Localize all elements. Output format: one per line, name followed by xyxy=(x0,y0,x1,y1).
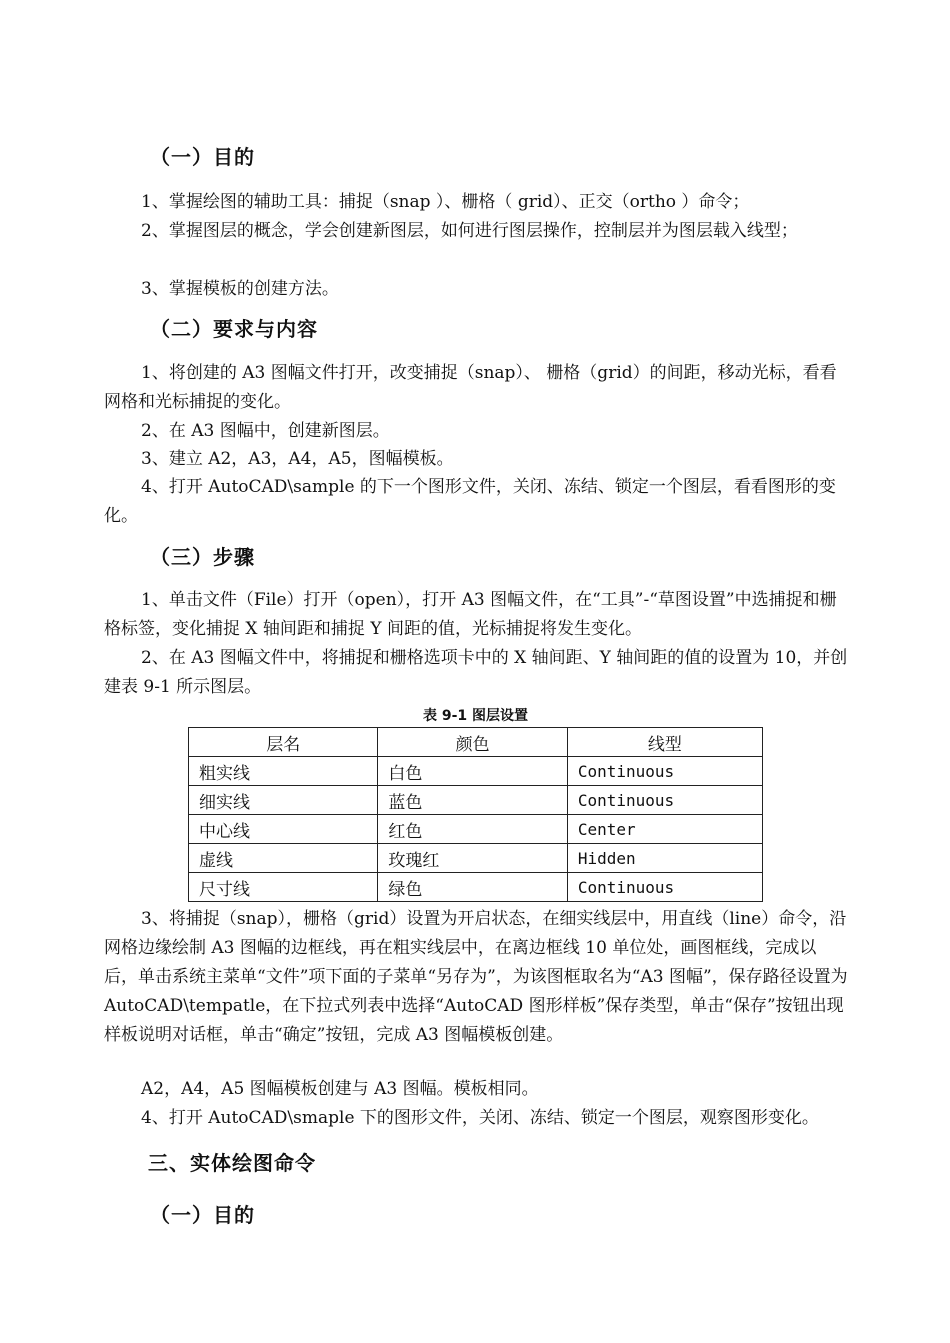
table-row xyxy=(189,786,763,815)
paragraph-item: 4、打开 AutoCAD\sample 的下一个图形文件，关闭、冻结、锁定一个图层，看看图形的变化。 xyxy=(104,477,836,526)
table-row xyxy=(189,873,763,902)
section-heading-requirements: （二）要求与内容 xyxy=(150,317,318,341)
paragraph-item: 1、单击文件（File）打开（open），打开 A3 图幅文件，在“工具”-“草图设置”中选捕捉和栅格标签，变化捕捉 X 轴间距和捕捉 Y 间距的值，光标捕捉将发生变化。 xyxy=(104,590,837,639)
column-header-color: 颜色 xyxy=(378,728,567,757)
layer-settings-table xyxy=(188,727,763,902)
paragraph-item: 3、掌握模板的创建方法。 xyxy=(141,279,339,299)
paragraph-item: 3、建立 A2，A3，A4，A5，图幅模板。 xyxy=(141,449,454,469)
section-heading-purpose: （一）目的 xyxy=(150,145,255,169)
cell-linetype: Continuous xyxy=(567,757,762,786)
table-header-row xyxy=(189,728,763,757)
cell-linetype: Center xyxy=(567,815,762,844)
cell-linetype: Continuous xyxy=(567,873,762,902)
table-row xyxy=(189,757,763,786)
paragraph-item: 3、将捕捉（snap），栅格（grid）设置为开启状态，在细实线层中，用直线（line）命令，沿网格边缘绘制 A3 图幅的边框线，再在粗实线层中，在离边框线 10 单位处，画图框线，完成以后，单击系统主菜单“文件”项下面的子菜单“另存为”，为该图框取名为“A3 图幅”，保存路径设置为 AutoCAD\tempatle，在下拉式列表中选择“AutoCAD 图形样板”保存类型，单击“保存”按钮出现样板说明对话框，单击“确定”按钮，完成 A3 图幅模板创建。 xyxy=(104,909,848,1045)
table-caption: 表 9-1 图层设置 xyxy=(422,708,529,724)
section-heading-purpose-2: （一）目的 xyxy=(150,1203,255,1227)
paragraph-item: 1、将创建的 A3 图幅文件打开，改变捕捉（snap）、 栅格（grid）的间距，移动光标，看看网格和光标捕捉的变化。 xyxy=(104,363,837,412)
column-header-layer-name: 层名 xyxy=(189,728,378,757)
cell-linetype: Continuous xyxy=(567,786,762,815)
column-header-linetype: 线型 xyxy=(567,728,762,757)
cell-color: 玫瑰红 xyxy=(378,844,567,873)
paragraph-item: 1、掌握绘图的辅助工具：捕捉（snap ）、栅格（ grid）、正交（ortho ）命令； xyxy=(141,192,750,212)
cell-linetype: Hidden xyxy=(567,844,762,873)
paragraph-item: 2、在 A3 图幅文件中，将捕捉和栅格选项卡中的 X 轴间距、Y 轴间距的值的设置为 10，并创建表 9-1 所示图层。 xyxy=(104,648,848,697)
paragraph-item: 4、打开 AutoCAD\smaple 下的图形文件，关闭、冻结、锁定一个图层，观察图形变化。 xyxy=(141,1108,819,1128)
paragraph-item: A2，A4，A5 图幅模板创建与 A3 图幅。模板相同。 xyxy=(141,1079,539,1099)
table-row xyxy=(189,844,763,873)
cell-color: 红色 xyxy=(378,815,567,844)
paragraph-item: 2、掌握图层的概念，学会创建新图层，如何进行图层操作，控制层并为图层载入线型； xyxy=(141,221,798,241)
cell-layer-name: 虚线 xyxy=(189,844,378,873)
cell-color: 白色 xyxy=(378,757,567,786)
table-row xyxy=(189,815,763,844)
cell-layer-name: 细实线 xyxy=(189,786,378,815)
cell-color: 蓝色 xyxy=(378,786,567,815)
cell-layer-name: 尺寸线 xyxy=(189,873,378,902)
paragraph-item: 2、在 A3 图幅中，创建新图层。 xyxy=(141,421,390,441)
chapter-heading: 三、实体绘图命令 xyxy=(148,1151,316,1175)
section-heading-steps: （三）步骤 xyxy=(150,545,255,569)
cell-layer-name: 中心线 xyxy=(189,815,378,844)
cell-layer-name: 粗实线 xyxy=(189,757,378,786)
cell-color: 绿色 xyxy=(378,873,567,902)
